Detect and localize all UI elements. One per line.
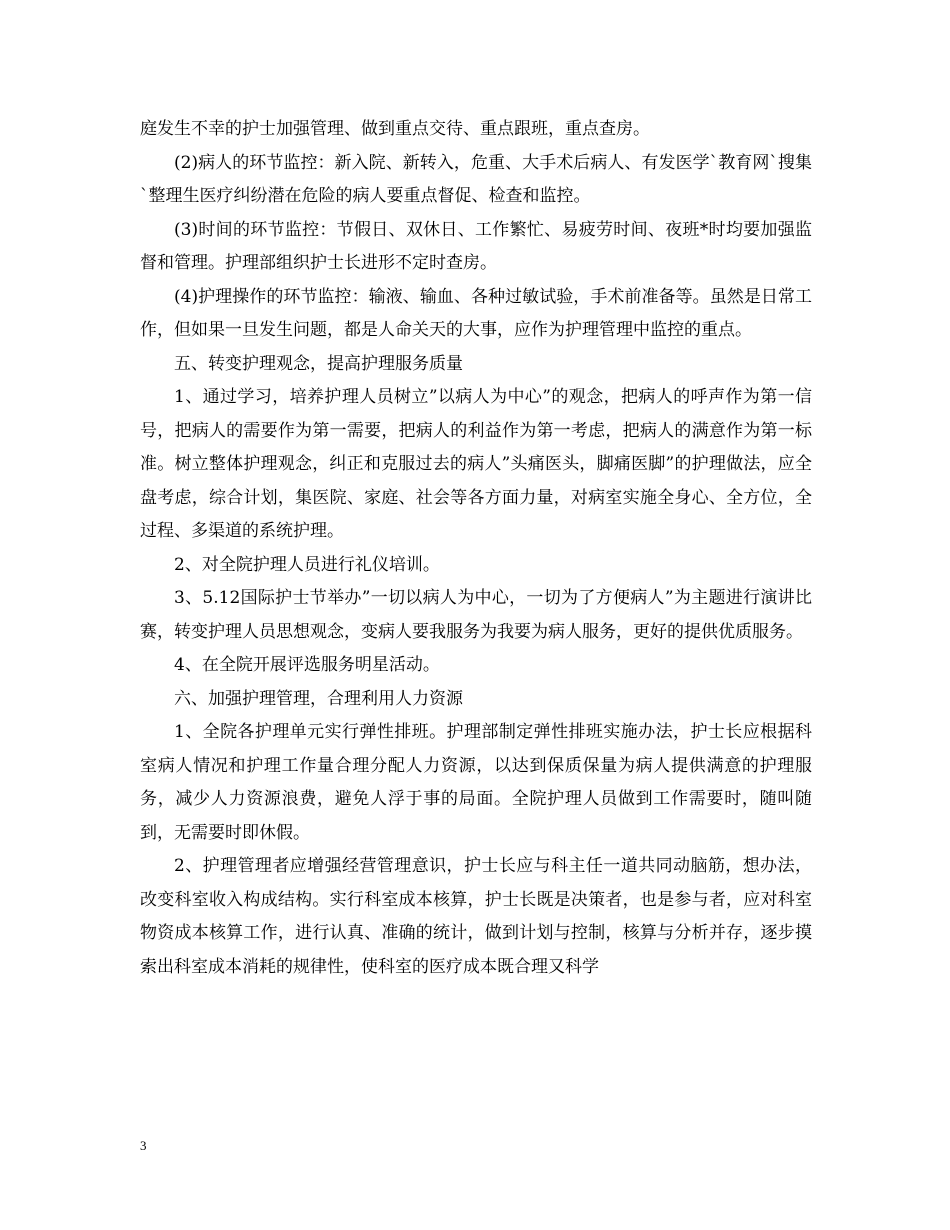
paragraph-operation-monitoring: (4)护理操作的环节监控：输液、输血、各种过敏试验，手术前准备等。虽然是日常工作，但如果一旦发生问题，都是人命关天的大事，应作为护理管理中监控的重点。 bbox=[140, 286, 812, 340]
paragraph-five-item-3: 3、5.12国际护士节举办”一切以病人为中心，一切为了方便病人”为主题进行演讲比赛，转变护理人员思想观念，变病人要我服务为我要为病人服务，更好的提供优质服务。 bbox=[140, 588, 812, 642]
section-heading-six: 六、加强护理管理，合理利用人力资源 bbox=[174, 688, 463, 709]
paragraph-time-monitoring: (3)时间的环节监控：节假日、双休日、工作繁忙、易疲劳时间、夜班*时均要加强监督和管理。护理部组织护士长进形不定时查房。 bbox=[140, 219, 812, 273]
paragraph-five-item-4: 4、在全院开展评选服务明星活动。 bbox=[174, 655, 440, 675]
paragraph-five-item-2: 2、对全院护理人员进行礼仪培训。 bbox=[174, 554, 440, 575]
paragraph-six-item-1: 1、全院各护理单元实行弹性排班。护理部制定弹性排班实施办法，护士长应根据科室病人情况和护理工作量合理分配人力资源，以达到保质保量为病人提供满意的护理服务，减少人力资源浪费，避免人浮于事的局面。全院护理人员做到工作需要时，随叫随到，无需要时即休假。 bbox=[140, 722, 812, 843]
paragraph-six-item-2: 2、护理管理者应增强经营管理意识，护士长应与科主任一道共同动脑筋，想办法，改变科室收入构成结构。实行科室成本核算，护士长既是决策者，也是参与者，应对科室物资成本核算工作，进行认真、准确的统计，做到计划与控制，核算与分析并存，逐步摸索出科室成本消耗的规律性，使科室的医疗成本既合理又科学 bbox=[140, 856, 812, 977]
paragraph-patient-monitoring: (2)病人的环节监控：新入院、新转入，危重、大手术后病人、有发医学`教育网`搜集`整理生医疗纠纷潜在危险的病人要重点督促、检查和监控。 bbox=[140, 152, 812, 206]
paragraph-five-item-1: 1、通过学习，培养护理人员树立”以病人为中心”的观念，把病人的呼声作为第一信号，把病人的需要作为第一需要，把病人的利益作为第一考虑，把病人的满意作为第一标准。树立整体护理观念，纠正和克服过去的病人”头痛医头，脚痛医脚”的护理做法，应全盘考虑，综合计划，集医院、家庭、社会等各方面力量，对病室实施全身心、全方位，全过程、多渠道的系统护理。 bbox=[140, 387, 812, 541]
paragraph-continuation: 庭发生不幸的护士加强管理、做到重点交待、重点跟班，重点查房。 bbox=[140, 119, 650, 139]
document-body bbox=[140, 113, 812, 984]
page-number: 3 bbox=[140, 1138, 147, 1153]
section-heading-five: 五、转变护理观念，提高护理服务质量 bbox=[174, 353, 463, 374]
